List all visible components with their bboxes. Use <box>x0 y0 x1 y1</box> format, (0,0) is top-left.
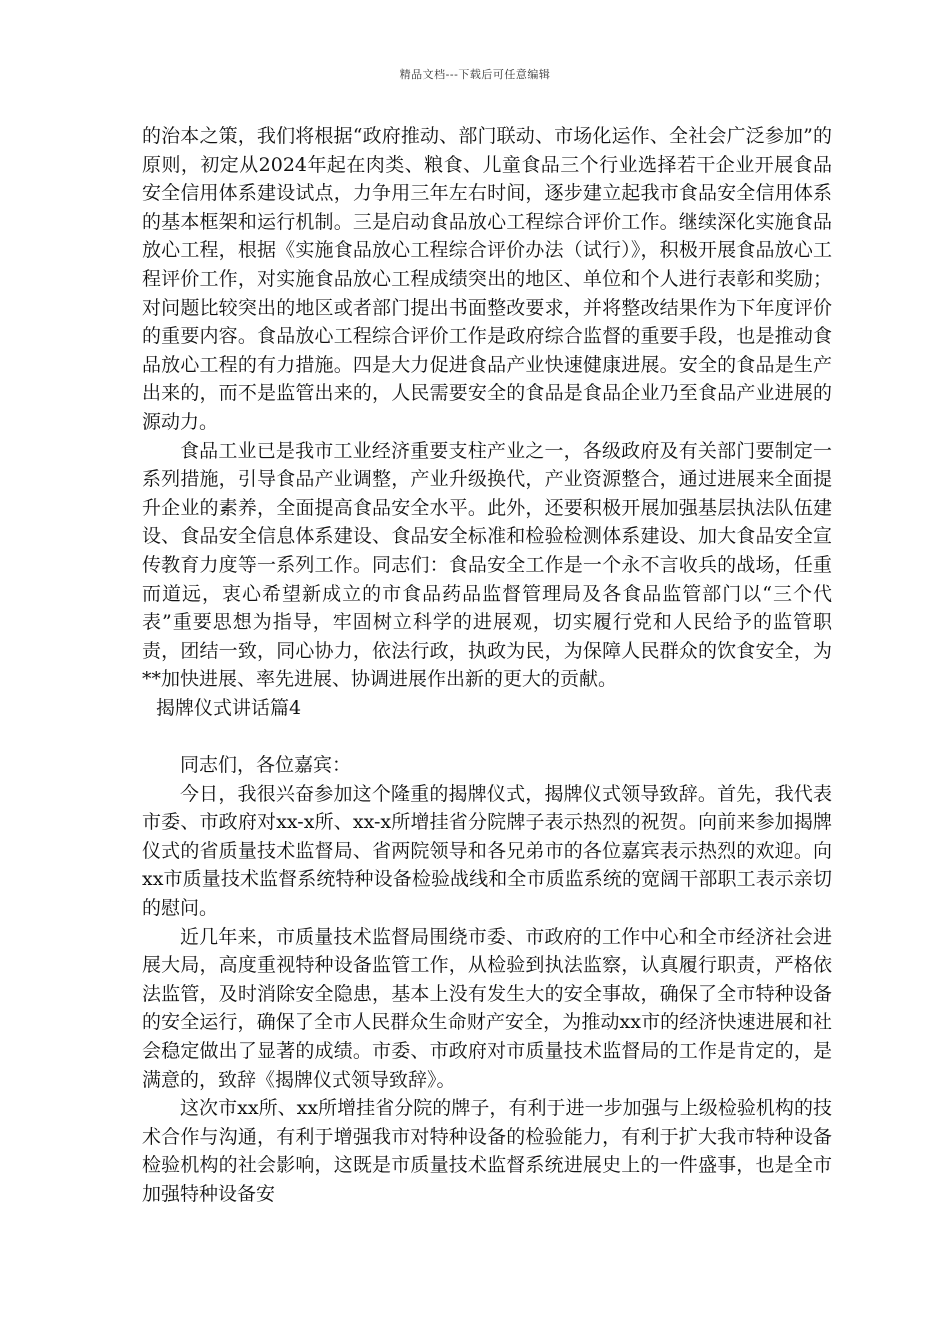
paragraph-1: 的治本之策，我们将根据“政府推动、部门联动、市场化运作、全社会广泛参加”的原则，初定从2024年起在肉类、粮食、儿童食品三个行业选择若干企业开展食品安全信用体系建设试点，力争用三年左右时间，逐步建立起我市食品安全信用体系的基本框架和运行机制。三是启动食品放心工程综合评价工作。继续深化实施食品放心工程，根据《实施食品放心工程综合评价办法（试行）》，积极开展食品放心工程评价工作，对实施食品放心工程成绩突出的地区、单位和个人进行表彰和奖励；对问题比较突出的地区或者部门提出书面整改要求，并将整改结果作为下年度评价的重要内容。食品放心工程综合评价工作是政府综合监督的重要手段，也是推动食品放心工程的有力措施。四是大力促进食品产业快速健康进展。安全的食品是生产出来的，而不是监管出来的，人民需要安全的食品是食品企业乃至食品产业进展的源动力。 <box>142 125 832 433</box>
paragraph-4: 近几年来，市质量技术监督局围绕市委、市政府的工作中心和全市经济社会进展大局，高度重视特种设备监管工作，从检验到执法监察，认真履行职责，严格依法监管，及时消除安全隐患，基本上没有发生大的安全事故，确保了全市特种设备的安全运行，确保了全市人民群众生命财产安全，为推动xx市的经济快速进展和社会稳定做出了显著的成绩。市委、市政府对市质量技术监督局的工作是肯定的，是满意的，致辞《揭牌仪式领导致辞》。 <box>142 925 832 1091</box>
paragraph-5: 这次市xx所、xx所增挂省分院的牌子，有利于进一步加强与上级检验机构的技术合作与沟通，有利于增强我市对特种设备的检验能力，有利于扩大我市特种设备检验机构的社会影响，这既是市质量技术监督系统进展史上的一件盛事，也是全市加强特种设备安 <box>142 1097 832 1205</box>
paragraph-2: 食品工业已是我市工业经济重要支柱产业之一，各级政府及有关部门要制定一系列措施，引导食品产业调整，产业升级换代，产业资源整合，通过进展来全面提升企业的素养，全面提高食品安全水平。此外，还要积极开展加强基层执法队伍建设、食品安全信息体系建设、食品安全标准和检验检测体系建设、加大食品安全宣传教育力度等一系列工作。同志们：食品安全工作是一个永不言收兵的战场，任重而道远，衷心希望新成立的市食品药品监督管理局及各食品监管部门以“三个代表”重要思想为指导，牢固树立科学的进展观，切实履行党和人民给予的监管职责，团结一致，同心协力，依法行政，执政为民，为保障人民群众的饮食安全，为**加快进展、率先进展、协调进展作出新的更大的贡献。 <box>142 439 832 691</box>
blank-line <box>142 722 832 751</box>
section-title: 揭牌仪式讲话篇4 <box>156 696 302 719</box>
greeting: 同志们，各位嘉宾： <box>180 754 352 777</box>
paragraph-3: 今日，我很兴奋参加这个隆重的揭牌仪式，揭牌仪式领导致辞。首先，我代表市委、市政府对xx-x所、xx-x所增挂省分院牌子表示热烈的祝贺。向前来参加揭牌仪式的省质量技术监督局、省两院领导和各兄弟市的各位嘉宾表示热烈的欢迎。向xx市质量技术监督系统特种设备检验战线和全市质监系统的宽阔干部职工表示亲切的慰问。 <box>142 782 832 920</box>
page-header: 精品文档---下载后可任意编辑 <box>399 68 551 81</box>
document-body <box>142 122 832 1209</box>
